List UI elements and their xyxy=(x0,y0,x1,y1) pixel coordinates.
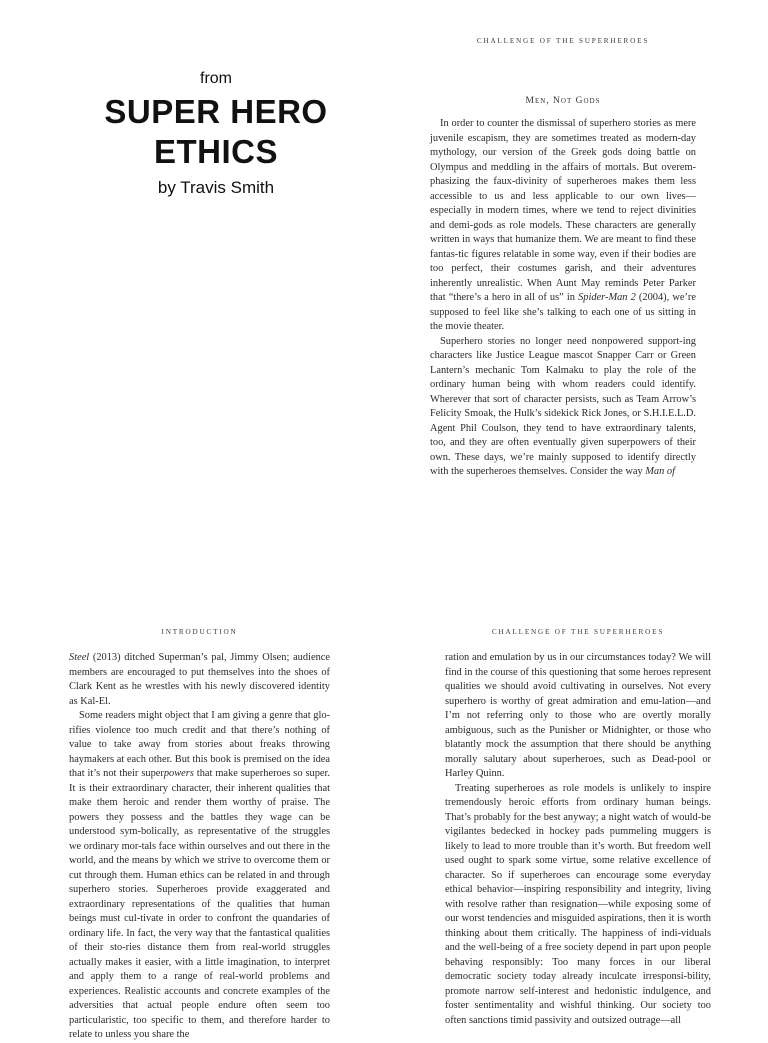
film-title: Man of xyxy=(645,466,676,477)
film-title: Steel xyxy=(69,652,90,663)
text-column-bottom-left xyxy=(69,651,331,1040)
running-head-top: CHALLENGE OF THE SUPERHEROES xyxy=(476,37,650,45)
running-head-bottom-right: CHALLENGE OF THE SUPERHEROES xyxy=(491,628,665,636)
text-column-bottom-right xyxy=(445,651,711,1024)
text-run: Superhero stories no longer need nonpowered support-ing characters like Justice League mascot Snapper Carr or Green Lantern’s mechanic Tom Kalmaku to play the role of the ordinary human being with whom readers could identify. Wherever that sort of character persists, such as Team Arrow’s Felicity Smoak, the Hulk’s sidekick Rick Jones, or S.H.I.E.L.D. Agent Phil Coulson, they tend to have extraordinary talents, too, and they are often eventually given superpowers of their own. These days, we’re mainly supposed to identify directly with the superheroes themselves. Consider the way xyxy=(430,335,696,477)
author-line: by Travis Smith xyxy=(157,178,275,197)
paragraph: Treating superheroes as role models is unlikely to inspire tremendously heroic efforts from ordinary human beings. That’s probably for the best anyway; a night watch of would-be vigilantes bedecked in hockey pads pummeling muggers is likely to lead to more trouble than it’s worth. But freedom well used ought to spark some virtue, some relative excellence of character. So if superheroes can encourage some everyday ethical behavior—inspiring responsibility and integrity, living with resolve rather than resignation—while exposing some of our worst tendencies and misguided aspirations, then it is worth thinking about them critically. The happiness of indi-viduals and the well-being of a free society depend in part upon people behaving responsibly: Too many forces in our liberal democratic society today already inculcate irresponsi-bility, promote narrow self-interest and hedonistic indulgence, and foster sentimentality and wishful thinking. Our society too often sanctions timid passivity and outsized outrage—all xyxy=(445,782,711,1026)
paragraph xyxy=(69,709,330,1043)
text-run: In order to counter the dismissal of superhero stories as mere juvenile escapism, they are sometimes treated as modern-day mythology, our version of the Greek gods doing battle on Olympus and meddling in the affairs of mortals. But overem-phasizing the faux-divinity of superheroes makes them less accessible to us and less applicable to our own lives—especially in modern times, where we tend to reject divinities and demi-gods as role models. These characters are generally written in ways that humanize them. We are meant to find these fantas-tic figures relatable in some way, even if their bodies are too perfect, their costumes garish, and their adventures inherently unrealistic. When Aunt May reminds Peter Parker that “there’s a hero in all of us” in xyxy=(430,118,696,303)
running-head-bottom-left: INTRODUCTION xyxy=(161,628,238,636)
text-run: Some readers might object that I am giving a genre that glo-rifies violence too much credit and that there’s nothing of value to take away from stories about freaks throwing haymakers at each other. But this book is premised on the idea that it’s not their super xyxy=(69,710,330,779)
paragraph: ration and emulation by us in our circumstances today? We will find in the course of this questioning that some heroes represent qualities we should avoid cultivating in ourselves. Not every superhero is worthy of great admiration and emu-lation—and I’m not referring only to those who are overtly morally ambiguous, such as the Punisher or Midnighter, or those who blatantly mock the assumption that there should be anything morally salutary about superheroes, such as Dead-pool or Harley Quinn. xyxy=(445,652,711,779)
text-run: (2004), we’re supposed to feel like she’s talking to each one of us sitting in the movie theater. xyxy=(430,292,696,332)
paragraph xyxy=(69,651,330,709)
emphasis: powers xyxy=(163,768,194,779)
title-from: from xyxy=(200,70,232,87)
film-title: Spider-Man 2 xyxy=(578,292,636,303)
paragraph xyxy=(430,335,696,480)
title-block xyxy=(70,66,362,202)
section-heading: Men, Not Gods xyxy=(525,96,601,106)
paragraph xyxy=(430,117,696,335)
book-title: SUPER HERO ETHICS xyxy=(104,93,328,170)
text-run: that make superheroes so super. It is their extraordinary character, their inherent qualities that make them heroic and render them worthy of praise. The powers they possess and the battles they wage can be understood sym-bolically, as representative of the struggles we ordinary mor-tals face within ourselves and out there in the world, and the means by which we strive to overcome them or cut through them. Human ethics can be related in and through superhero stories. Superheroes provide exaggerated and extraordinary representations of the qualities that human beings must cul-tivate in order to confront the quandaries of ordinary life. In fact, the very way that the fantastical qualities of their sto-ries distance them from real-world struggles actually makes it easier, with a little imagination, to interpret and apply them to a range of real-world problems and experiences. Realistic accounts and concrete examples of the adversities that actual people endure often seem too particularistic, too specific to them, and therefore harder to relate to unless you share the xyxy=(69,768,331,1040)
text-run: (2013) ditched Superman’s pal, Jimmy Olsen; audience members are encouraged to put themselves into the shoes of Clark Kent as he wrestles with his newly discovered identity as Kal-El. xyxy=(69,652,330,707)
text-column-top xyxy=(430,117,696,481)
